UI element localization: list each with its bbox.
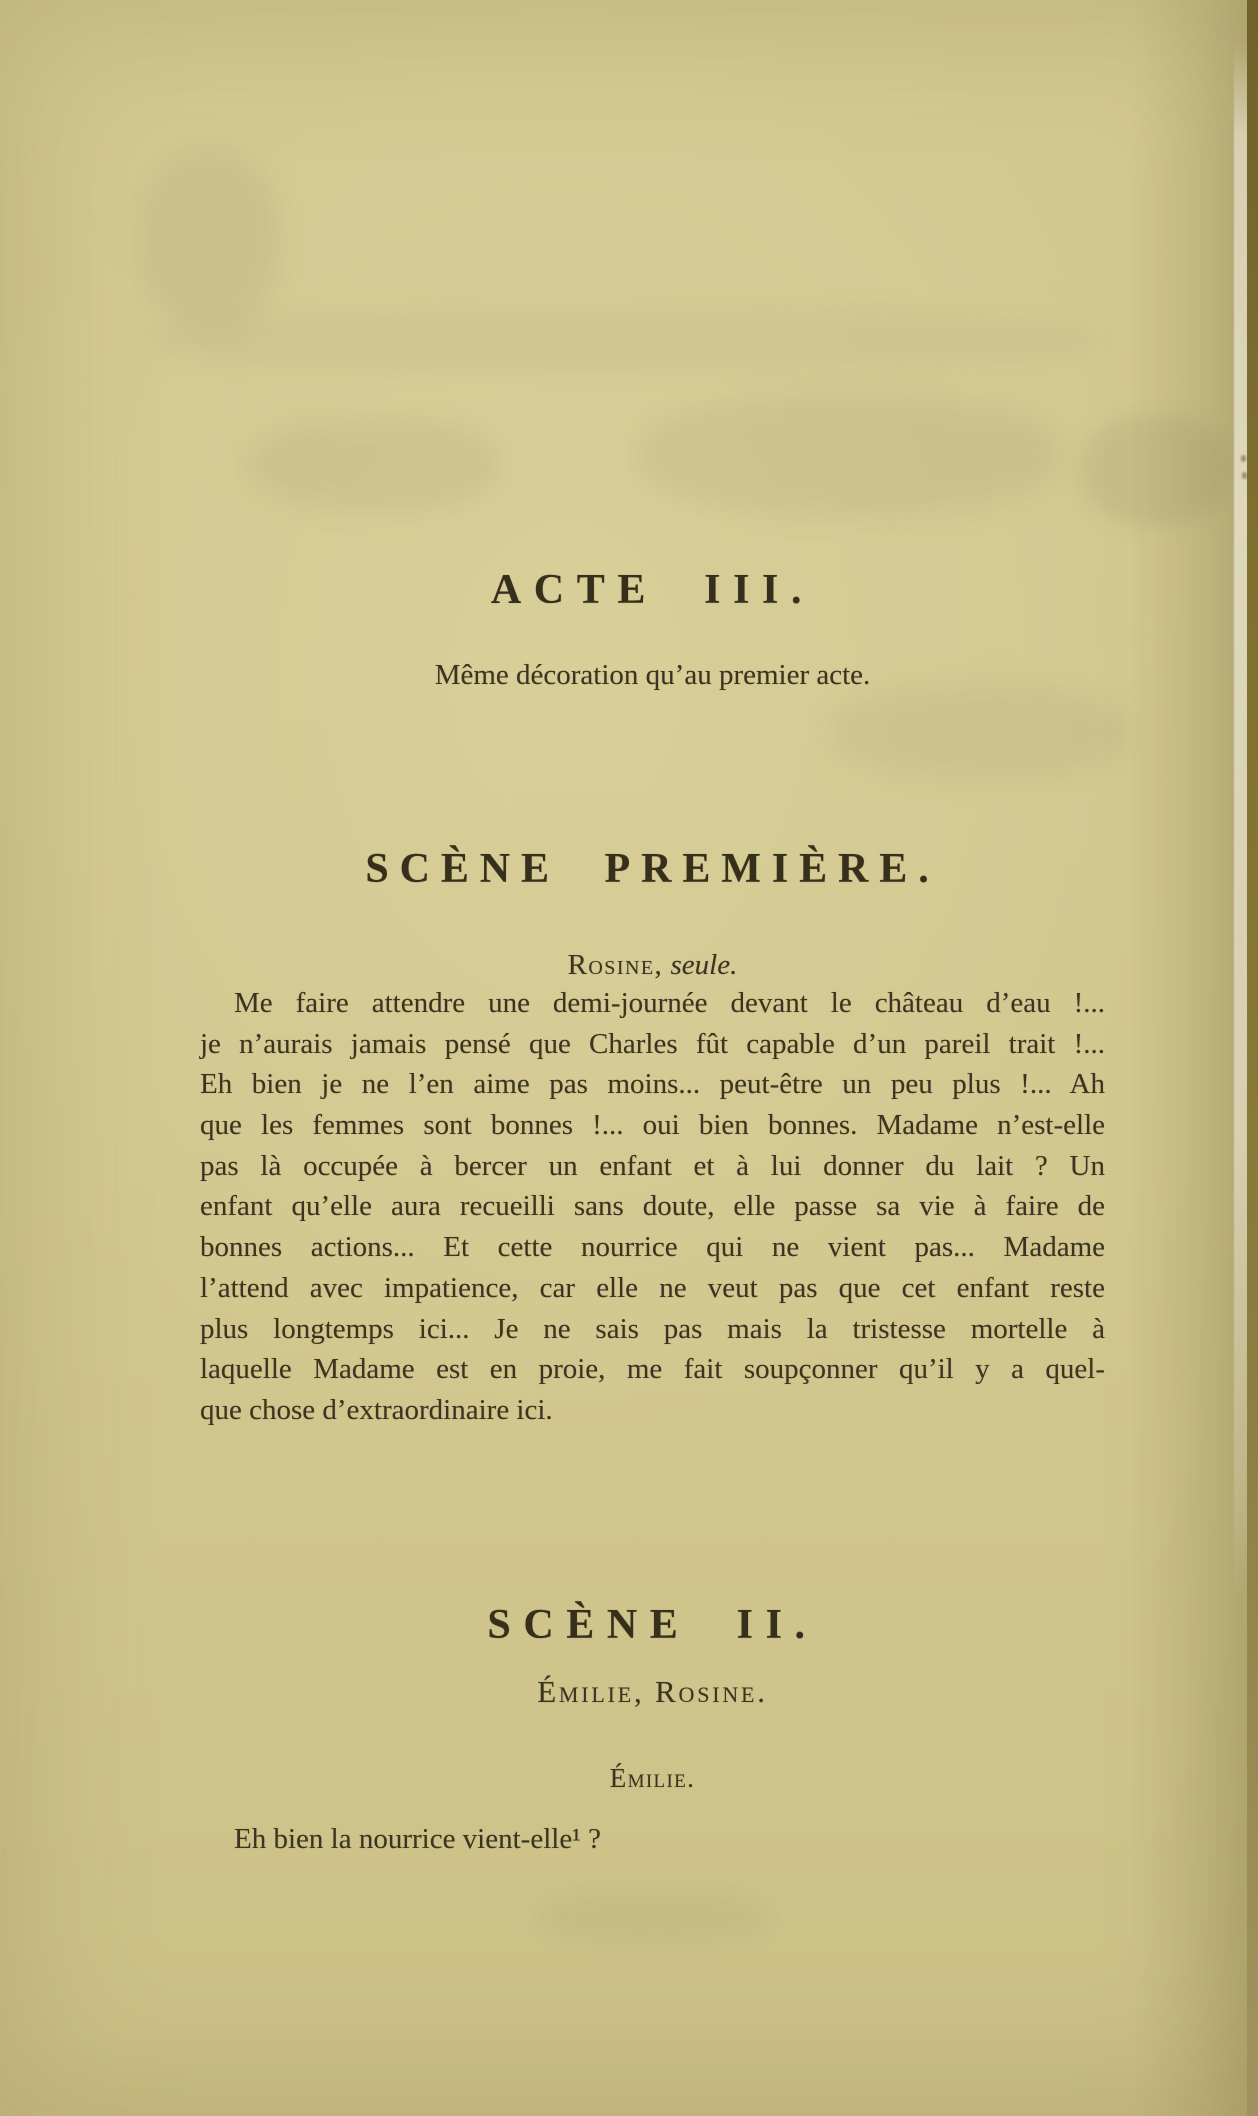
emilie-dialogue-line: Eh bien la nourrice vient-elle¹ ? (234, 1823, 602, 1855)
scene1-heading: SCÈNE PREMIÈRE. (365, 845, 940, 892)
monologue-line: l’attend avec impatience, car elle ne veut pas que cet enfant reste (200, 1271, 1105, 1304)
monologue-line: laquelle Madame est en proie, me fait soupçonner qu’il y a quel- (200, 1353, 1105, 1386)
monologue-line: que chose d’extraordinaire ici. (200, 1393, 553, 1426)
monologue-line: plus longtemps ici... Je ne sais pas mais la tristesse mortelle à (200, 1312, 1105, 1345)
act-heading: ACTE III. (490, 567, 815, 614)
scene1-speaker-role: seule. (670, 949, 738, 981)
scene2-heading: SCÈNE II. (487, 1601, 818, 1648)
rosine-monologue (200, 983, 1105, 1431)
act-decoration-note: Même décoration qu’au premier acte. (434, 659, 871, 691)
monologue-line: bonnes actions... Et cette nourrice qui ne vient pas... Madame (200, 1231, 1105, 1264)
monologue-line: Eh bien je ne l’en aime pas moins... peut-être un peu plus !... Ah (200, 1068, 1105, 1101)
monologue-line: pas là occupée à bercer un enfant et à lui donner du lait ? Un (200, 1149, 1105, 1182)
scene1-speaker-name: Rosine, (567, 949, 664, 981)
page-binding-edge (1247, 0, 1258, 2116)
monologue-line: je n’aurais jamais pensé que Charles fût capable d’un pareil trait !... (200, 1027, 1105, 1060)
page-edge-speck (1242, 472, 1247, 479)
page-text-column (200, 0, 1105, 2116)
monologue-line: enfant qu’elle aura recueilli sans doute, elle passe sa vie à faire de (200, 1190, 1105, 1223)
scene2-speaker-label: Émilie. (609, 1763, 696, 1793)
page-gutter-shadow (1130, 0, 1250, 2116)
page-edge-speck (1241, 455, 1246, 462)
scene2-characters: Émilie, Rosine. (537, 1674, 768, 1709)
monologue-line: que les femmes sont bonnes !... oui bien bonnes. Madame n’est-elle (200, 1109, 1105, 1142)
monologue-line: Me faire attendre une demi-journée devant le château d’eau !... (234, 987, 1105, 1019)
scene1-speaker-line (200, 947, 1105, 983)
page-edge-highlight (1234, 42, 1249, 1602)
